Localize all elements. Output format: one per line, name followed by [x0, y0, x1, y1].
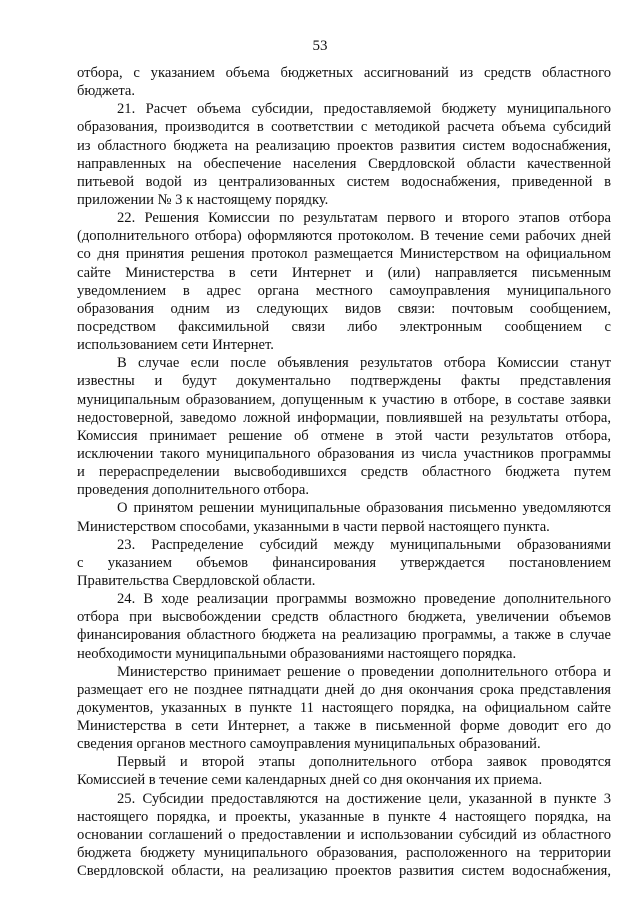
text-line: Правительства Свердловской области. [77, 572, 316, 589]
text-line: направленных на обеспечение населения Свердловской области качественной [77, 155, 611, 172]
text-line: проведения дополнительного отбора. [77, 482, 310, 499]
text-line: из областного бюджета на реализацию проектов развития систем водоснабжения, [77, 137, 611, 154]
text-line: сайте Министерства в сети Интернет и (или) направляется письменным [77, 264, 611, 281]
text-line: исключении такого муниципального образования из числа участников программы [77, 445, 611, 462]
text-line: размещает его не позднее пятнадцати дней до дня окончания срока представления [77, 681, 611, 698]
text-line: недостоверной, заведомо ложной информации, повлиявшей на результаты отбора, [77, 409, 611, 426]
page-number: 53 [312, 38, 328, 54]
text-line: О принятом решении муниципальные образования письменно уведомляются [117, 500, 611, 517]
text-line: с указанием объемов финансирования утверждается постановлением [77, 554, 611, 571]
text-line: В случае если после объявления результатов отбора Комиссии станут [117, 355, 611, 372]
text-line: известны и будут документально подтверждены факты представления [77, 373, 611, 390]
text-line: 24. В ходе реализации программы возможно проведение дополнительного [117, 591, 611, 608]
text-line: настоящего порядка, и проекты, указанные в пункте 4 настоящего порядка, на [77, 808, 611, 825]
document-body [77, 64, 611, 880]
paragraph-p24-ministry [77, 663, 611, 754]
text-line: и перераспределении высвободившихся средств областного бюджета путем [77, 464, 611, 481]
paragraph-p25 [77, 790, 611, 881]
text-line: финансирования областного бюджета на реализацию программы, а также в случае [77, 627, 611, 644]
paragraph-p23 [77, 536, 611, 590]
text-line: основании соглашений о предоставлении и использовании субсидий из областного [77, 826, 611, 843]
text-line: посредством факсимильной связи либо электронным сообщением с [77, 318, 611, 335]
text-line: Первый и второй этапы дополнительного отбора заявок проводятся [117, 754, 611, 771]
text-line: Комиссией в течение семи календарных дней со дня окончания их приема. [77, 772, 543, 789]
text-line: уведомлением в адрес органа местного самоуправления муниципального [77, 282, 611, 299]
text-line: использованием сети Интернет. [77, 337, 274, 354]
text-line: документов, указанных в пункте 11 настоящего порядка, на официальном сайте [77, 699, 611, 716]
text-line: сведения органов местного самоуправления муниципальных образований. [77, 736, 541, 753]
text-line: отбора при высвобождении средств областного бюджета, увеличении объемов [77, 609, 611, 626]
paragraph-p24 [77, 590, 611, 663]
text-line: Министерством способами, указанными в части первой настоящего пункта. [77, 518, 550, 535]
text-line: муниципальным образованием, допущенным к участию в отборе, в составе заявки [77, 391, 611, 408]
text-line: Министерства в сети Интернет, а также в письменной форме доводит его до [77, 718, 611, 735]
text-line: отбора, с указанием объема бюджетных ассигнований из средств областного [77, 65, 611, 81]
text-line: питьевой водой из централизованных систем водоснабжения, приведенной в [77, 173, 611, 190]
text-line: Комиссия принимает решение об отмене в этой части результатов отбора, [77, 427, 611, 444]
text-line: Свердловской области, на реализацию проектов развития систем водоснабжения, [77, 863, 611, 880]
text-line: 23. Распределение субсидий между муниципальными образованиями [117, 536, 611, 553]
text-line: со дня принятия решения протокол размещается Министерством на официальном [77, 246, 611, 263]
paragraph-p22-cancel [77, 354, 611, 499]
text-line: 22. Решения Комиссии по результатам первого и второго этапов отбора [117, 210, 611, 227]
text-line: Министерство принимает решение о проведении дополнительного отбора и [117, 663, 611, 680]
text-line: приложении № 3 к настоящему порядку. [77, 191, 329, 208]
text-line: необходимости муниципальными образованиями настоящего порядка. [77, 645, 517, 662]
paragraph-p-intro-continuation [77, 64, 611, 100]
text-line: бюджета. [77, 83, 136, 100]
text-line: образования одним из следующих видов связи: почтовым сообщением, [77, 300, 611, 317]
text-line: (дополнительного отбора) оформляются протоколом. В течение семи рабочих дней [77, 228, 611, 245]
paragraph-p22 [77, 209, 611, 354]
text-line: 21. Расчет объема субсидии, предоставляемой бюджету муниципального [117, 101, 611, 118]
paragraph-p24-stages [77, 753, 611, 789]
paragraph-p21 [77, 100, 611, 209]
paragraph-p22-notify [77, 499, 611, 535]
text-line: 25. Субсидии предоставляются на достижение цели, указанной в пункте 3 [117, 790, 611, 807]
text-line: образования, производится в соответствии с методикой расчета объема субсидий [77, 119, 611, 136]
text-line: бюджета бюджету муниципального образования, расположенного на территории [77, 845, 611, 862]
